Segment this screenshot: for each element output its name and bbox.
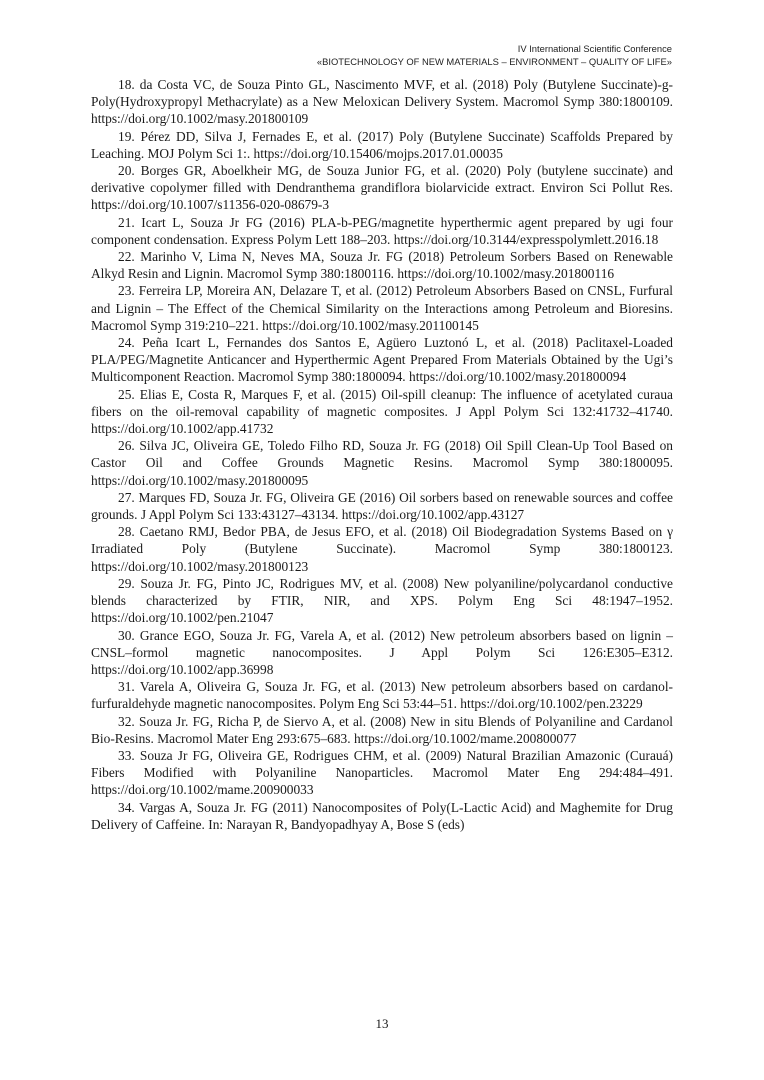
conference-subtitle: «BIOTECHNOLOGY OF NEW MATERIALS – ENVIRONMENT – QUALITY OF LIFE»	[316, 56, 672, 67]
reference-number: 26.	[118, 438, 135, 454]
reference-text: Icart L, Souza Jr FG (2016) PLA-b-PEG/magnetite hyperthermic agent prepared by ugi four component condensation. Express Polym Lett 188–203. https://doi.org/10.3144/expresspolymlett.2016.18	[91, 214, 673, 247]
reference-text: Souza Jr FG, Oliveira GE, Rodrigues CHM, et al. (2009) Natural Brazilian Amazonic (Curauá) Fibers Modified with Polyaniline Nanoparticles. Macromol Mater Eng 294:484–491. https://doi.org/10.1002/mame.200900033	[91, 747, 673, 798]
reference-number: 23.	[118, 283, 135, 299]
reference-item	[91, 282, 673, 334]
reference-item	[91, 437, 673, 489]
reference-number: 25.	[118, 386, 135, 402]
reference-item	[91, 162, 673, 214]
reference-text: Caetano RMJ, Bedor PBA, de Jesus EFO, et al. (2018) Oil Biodegradation Systems Based on γ Irradiated Poly (Butylene Succinate). Macromol Symp 380:1800123. https://doi.org/10.1002/masy.201800123	[91, 524, 673, 574]
reference-number: 22.	[118, 249, 135, 265]
reference-item	[91, 214, 673, 248]
reference-number: 29.	[118, 575, 135, 591]
reference-item	[91, 489, 673, 523]
reference-item	[91, 128, 673, 162]
reference-text: Vargas A, Souza Jr. FG (2011) Nanocomposites of Poly(L-Lactic Acid) and Maghemite for Drug Delivery of Caffeine. In: Narayan R, Bandyopadhyay A, Bose S (eds)	[91, 799, 673, 832]
reference-item	[91, 523, 673, 575]
reference-number: 18.	[118, 77, 135, 92]
reference-item	[91, 334, 673, 386]
conference-title: IV International Scientific Conference	[517, 43, 672, 54]
reference-text: Elias E, Costa R, Marques F, et al. (2015) Oil-spill cleanup: The influence of acetylated curaua fibers on the oil-removal capability of magnetic composites. J Appl Polym Sci 132:41732–41740. https://doi.org/10.1002/app.41732	[91, 386, 673, 437]
reference-number: 30.	[118, 627, 135, 643]
reference-item	[91, 76, 673, 128]
reference-text: Ferreira LP, Moreira AN, Delazare T, et al. (2012) Petroleum Absorbers Based on CNSL, Furfural and Lignin – The Effect of the Chemical Similarity on the Interactions among Petroleum and Bioresins. Macromol Symp 319:210–221. https://doi.org/10.1002/masy.201100145	[91, 283, 673, 333]
reference-number: 19.	[118, 128, 135, 144]
running-header	[317, 42, 672, 68]
reference-item	[91, 799, 673, 833]
reference-text: Silva JC, Oliveira GE, Toledo Filho RD, Souza Jr. FG (2018) Oil Spill Clean-Up Tool Based on Castor Oil and Coffee Grounds Magnetic Resins. Macromol Symp 380:1800095. https://doi.org/10.1002/masy.201800095	[91, 438, 673, 488]
reference-number: 20.	[118, 163, 135, 179]
reference-item	[91, 678, 673, 712]
reference-text: Borges GR, Aboelkheir MG, de Souza Junior FG, et al. (2020) Poly (butylene succinate) and derivative copolymer filled with Dendranthema grandiflora biolarvicide extract. Environ Sci Pollut Res. https://doi.org/10.1007/s11356-020-08679-3	[91, 163, 673, 213]
reference-number: 24.	[118, 335, 135, 351]
reference-item	[91, 386, 673, 438]
reference-number: 27.	[118, 489, 135, 505]
reference-text: Pérez DD, Silva J, Fernades E, et al. (2017) Poly (Butylene Succinate) Scaffolds Prepared by Leaching. MOJ Polym Sci 1:. https://doi.org/10.15406/mojps.2017.01.00035	[91, 128, 673, 161]
reference-item	[91, 575, 673, 627]
reference-text: Peña Icart L, Fernandes dos Santos E, Agüero Luztonó L, et al. (2018) Paclitaxel-Loaded PLA/PEG/Magnetite Anticancer and Hyperthermic Agent Prepared From Materials Obtained by the Ugi’s Multicomponent Reaction. Macromol Symp 380:1800094. https://doi.org/10.1002/masy.201800094	[91, 335, 673, 385]
page-number: 13	[375, 1016, 389, 1031]
reference-text: Marques FD, Souza Jr. FG, Oliveira GE (2016) Oil sorbers based on renewable sources and coffee grounds. J Appl Polym Sci 133:43127–43134. https://doi.org/10.1002/app.43127	[91, 489, 673, 523]
reference-list	[91, 76, 673, 833]
reference-number: 33.	[118, 747, 135, 763]
reference-item	[91, 747, 673, 799]
reference-text: Souza Jr. FG, Pinto JC, Rodrigues MV, et al. (2008) New polyaniline/polycardanol conductive blends characterized by FTIR, NIR, and XPS. Polym Eng Sci 48:1947–1952. https://doi.org/10.1002/pen.21047	[91, 575, 673, 626]
reference-text: da Costa VC, de Souza Pinto GL, Nascimento MVF, et al. (2018) Poly (Butylene Succinate)-g-Poly(Hydroxypropyl Methacrylate) as a New Meloxican Delivery System. Macromol Symp 380:1800109. https://doi.org/10.1002/masy.201800109	[91, 77, 673, 127]
reference-text: Varela A, Oliveira G, Souza Jr. FG, et al. (2013) New petroleum absorbers based on cardanol-furfuraldehyde magnetic nanocomposites. Polym Eng Sci 53:44–51. https://doi.org/10.1002/pen.23229	[91, 679, 673, 712]
reference-text: Grance EGO, Souza Jr. FG, Varela A, et al. (2012) New petroleum absorbers based on lignin – CNSL–formol magnetic nanocomposites. J Appl Polym Sci 126:E305–E312. https://doi.org/10.1002/app.36998	[91, 627, 673, 677]
reference-number: 32.	[118, 713, 135, 729]
reference-number: 31.	[118, 679, 135, 695]
reference-text: Marinho V, Lima N, Neves MA, Souza Jr. FG (2018) Petroleum Sorbers Based on Renewable Alkyd Resin and Lignin. Macromol Symp 380:1800116. https://doi.org/10.1002/masy.201800116	[91, 249, 673, 282]
reference-text: Souza Jr. FG, Richa P, de Siervo A, et al. (2008) New in situ Blends of Polyaniline and Cardanol Bio-Resins. Macromol Mater Eng 293:675–683. https://doi.org/10.1002/mame.200800077	[91, 713, 673, 746]
reference-number: 34.	[118, 799, 135, 815]
reference-item	[91, 713, 673, 747]
reference-item	[91, 248, 673, 282]
reference-item	[91, 627, 673, 679]
reference-number: 28.	[118, 524, 135, 540]
reference-number: 21.	[118, 214, 135, 230]
